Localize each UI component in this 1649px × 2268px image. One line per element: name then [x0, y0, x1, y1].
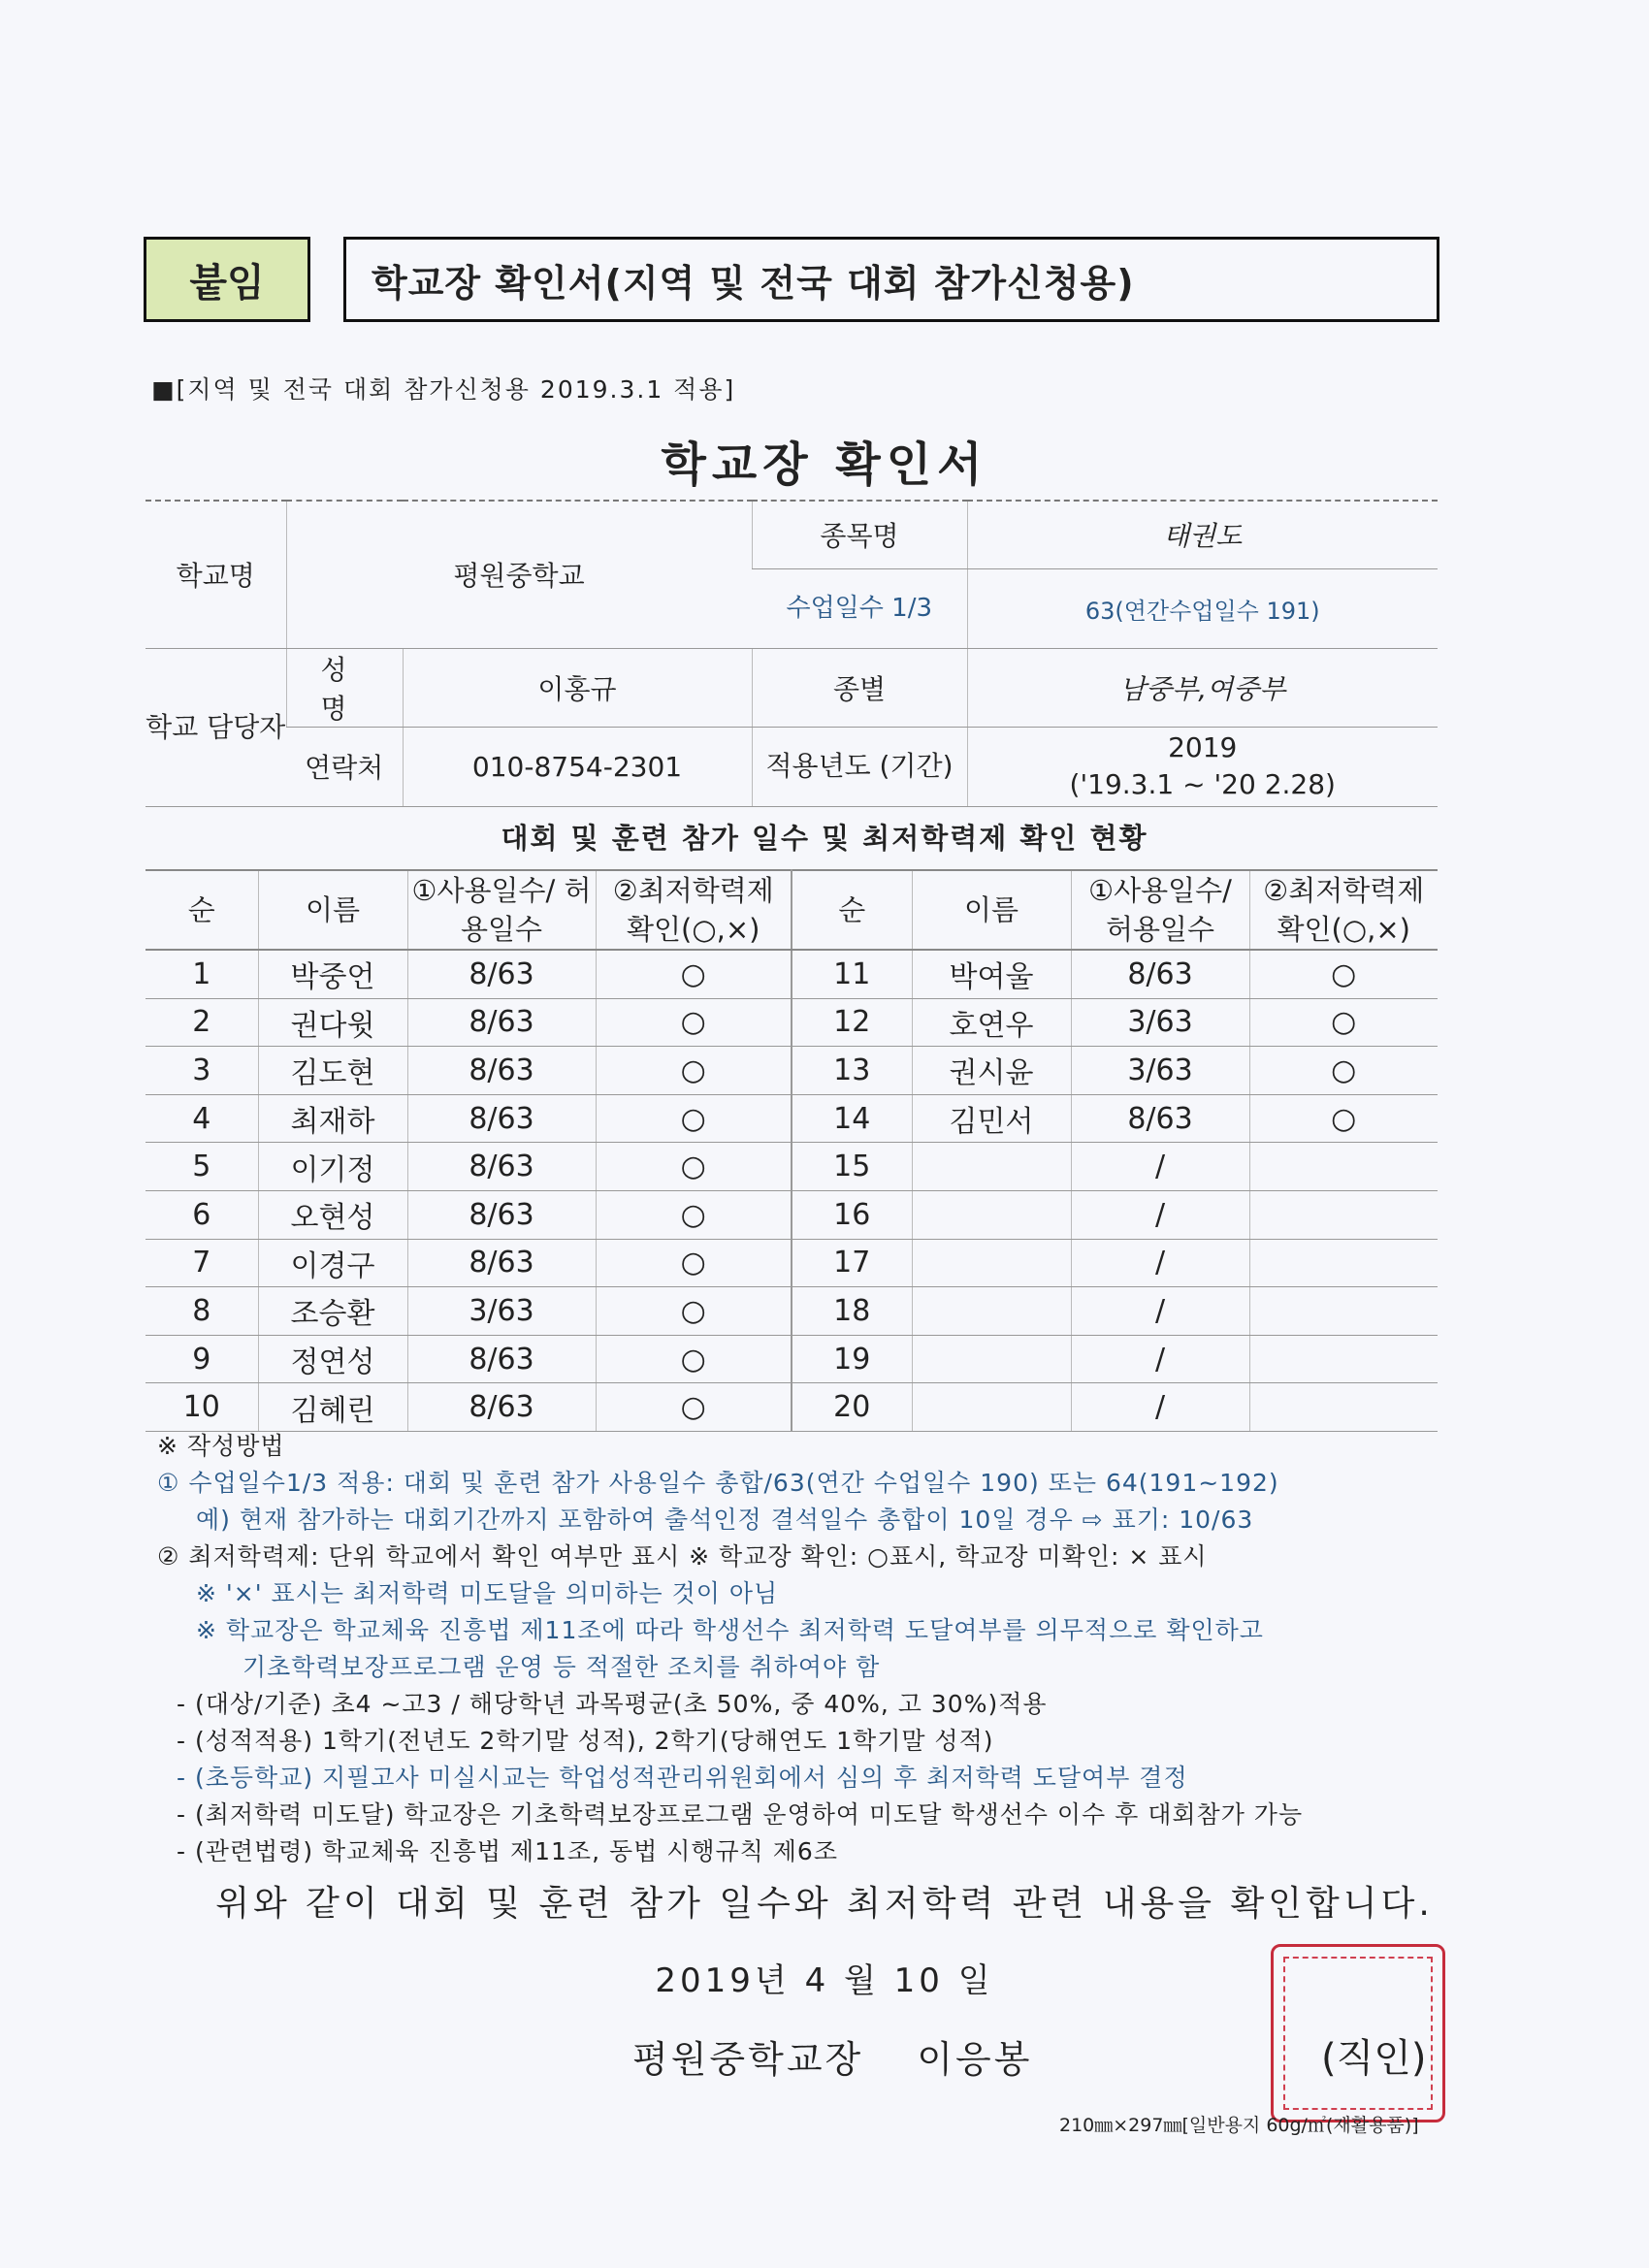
- note-4: ※ 학교장은 학교체육 진흥법 제11조에 따라 학생선수 최저학력 도달여부를 의무적으로 확인하고: [196, 1616, 1264, 1644]
- division-value: 남중부,여중부: [967, 648, 1438, 727]
- student-name: 이기정: [258, 1143, 407, 1191]
- table-row: [146, 1335, 1438, 1383]
- min-academic-check: ○: [596, 998, 792, 1047]
- min-academic-check: [1249, 1383, 1438, 1432]
- used-days: 8/63: [407, 1094, 596, 1143]
- student-name: 김민서: [912, 1094, 1071, 1143]
- min-academic-check: ○: [1249, 950, 1438, 998]
- note-3: ※ '×' 표시는 최저학력 미도달을 의미하는 것이 아님: [196, 1579, 779, 1607]
- used-days: 8/63: [407, 1190, 596, 1239]
- page-title: 학교장 확인서: [661, 437, 988, 492]
- row-number: 18: [792, 1287, 912, 1336]
- student-name: 호연우: [912, 998, 1071, 1047]
- row-number: 8: [146, 1287, 258, 1336]
- note-2: ② 최저학력제: 단위 학교에서 확인 여부만 표시 ※ 학교장 확인: ○표시, 학교장 미확인: × 표시: [157, 1542, 1208, 1571]
- header-check: ②최저학력제 확인(○,×): [1249, 870, 1438, 950]
- document-header-title: 학교장 확인서(지역 및 전국 대회 참가신청용): [343, 237, 1439, 322]
- used-days: /: [1071, 1335, 1249, 1383]
- confirmation-statement: 위와 같이 대회 및 훈련 참가 일수와 최저학력 관련 내용을 확인합니다.: [215, 1884, 1434, 1924]
- attachment-tag: 붙임: [144, 237, 310, 322]
- student-name: 김도현: [258, 1047, 407, 1095]
- used-days: /: [1071, 1190, 1249, 1239]
- table-row: [146, 1287, 1438, 1336]
- detail-1: - (대상/기준) 초4 ~고3 / 해당학년 과목평균(초 50%, 중 40%, 고 30%)적용: [177, 1690, 1048, 1718]
- table-row: [146, 1190, 1438, 1239]
- used-days: 8/63: [1071, 1094, 1249, 1143]
- min-academic-check: ○: [1249, 1047, 1438, 1095]
- min-academic-check: [1249, 1239, 1438, 1287]
- student-name: 이경구: [258, 1239, 407, 1287]
- min-academic-check: [1249, 1335, 1438, 1383]
- header-name: 이름: [258, 870, 407, 950]
- row-number: 6: [146, 1190, 258, 1239]
- used-days: 8/63: [407, 1143, 596, 1191]
- student-name: [912, 1143, 1071, 1191]
- section-title: 대회 및 훈련 참가 일수 및 최저학력제 확인 현황: [501, 822, 1148, 855]
- row-number: 13: [792, 1047, 912, 1095]
- apply-year: 2019: [1168, 731, 1238, 763]
- school-days-value: 63(연간수업일수 191): [967, 568, 1438, 648]
- application-note: ■[지역 및 전국 대회 참가신청용 2019.3.1 적용]: [151, 375, 736, 404]
- table-row: [146, 1383, 1438, 1432]
- min-academic-check: ○: [596, 950, 792, 998]
- table-row: [146, 998, 1438, 1047]
- row-number: 1: [146, 950, 258, 998]
- used-days: 8/63: [407, 998, 596, 1047]
- row-number: 4: [146, 1094, 258, 1143]
- student-name: [912, 1190, 1071, 1239]
- apply-year-value: [967, 727, 1438, 806]
- row-number: 9: [146, 1335, 258, 1383]
- detail-4: - (최저학력 미도달) 학교장은 기초학력보장프로그램 운영하여 미도달 학생선수 이수 후 대회참가 가능: [177, 1800, 1304, 1829]
- used-days: /: [1071, 1239, 1249, 1287]
- division-label: 종별: [752, 648, 967, 727]
- apply-year-label: 적용년도 (기간): [752, 727, 967, 806]
- event-value: 태권도: [967, 501, 1438, 568]
- table-row: [146, 1239, 1438, 1287]
- row-number: 3: [146, 1047, 258, 1095]
- used-days: 8/63: [407, 1047, 596, 1095]
- manager-label: 학교 담당자: [146, 648, 286, 806]
- row-number: 7: [146, 1239, 258, 1287]
- header-days: ①사용일수/ 허용일수: [407, 870, 596, 950]
- instructions: [157, 1428, 1457, 1870]
- used-days: /: [1071, 1287, 1249, 1336]
- min-academic-check: ○: [596, 1094, 792, 1143]
- issue-date: 2019년 4 월 10 일: [655, 1961, 994, 2000]
- seal-mark: (직인): [1321, 2036, 1427, 2081]
- note-4-cont: 기초학력보장프로그램 운영 등 적절한 조치를 취하여야 함: [242, 1653, 881, 1681]
- student-name: 권다윗: [258, 998, 407, 1047]
- note-1-example: 예) 현재 참가하는 대회기간까지 포함하여 출석인정 결석일수 총합이 10일 경우 ⇨ 표기: 10/63: [196, 1506, 1254, 1534]
- used-days: /: [1071, 1383, 1249, 1432]
- min-academic-check: ○: [596, 1143, 792, 1191]
- student-name: [912, 1287, 1071, 1336]
- min-academic-check: ○: [596, 1190, 792, 1239]
- detail-5: - (관련법령) 학교체육 진흥법 제11조, 동법 시행규칙 제6조: [177, 1837, 838, 1865]
- row-number: 20: [792, 1383, 912, 1432]
- header-no: 순: [146, 870, 258, 950]
- min-academic-check: ○: [596, 1239, 792, 1287]
- row-number: 19: [792, 1335, 912, 1383]
- min-academic-check: [1249, 1143, 1438, 1191]
- row-number: 16: [792, 1190, 912, 1239]
- used-days: 8/63: [407, 950, 596, 998]
- note-1: ① 수업일수1/3 적용: 대회 및 훈련 참가 사용일수 총합/63(연간 수업일수 190) 또는 64(191~192): [157, 1469, 1279, 1497]
- used-days: 8/63: [407, 1383, 596, 1432]
- row-number: 17: [792, 1239, 912, 1287]
- student-name: 정연성: [258, 1335, 407, 1383]
- header-no: 순: [792, 870, 912, 950]
- row-number: 2: [146, 998, 258, 1047]
- person-name-value: 이홍규: [403, 648, 752, 727]
- student-name: 박여울: [912, 950, 1071, 998]
- school-info-table: [146, 500, 1438, 807]
- table-row: [146, 1143, 1438, 1191]
- instructions-heading: ※ 작성방법: [157, 1432, 285, 1460]
- used-days: 3/63: [1071, 1047, 1249, 1095]
- row-number: 15: [792, 1143, 912, 1191]
- student-name: 김혜린: [258, 1383, 407, 1432]
- min-academic-check: ○: [596, 1287, 792, 1336]
- participation-table: [146, 869, 1438, 1432]
- student-name: [912, 1239, 1071, 1287]
- student-name: 박중언: [258, 950, 407, 998]
- student-name: [912, 1335, 1071, 1383]
- used-days: 8/63: [407, 1335, 596, 1383]
- min-academic-check: [1249, 1287, 1438, 1336]
- contact-value: 010-8754-2301: [403, 727, 752, 806]
- event-label: 종목명: [752, 501, 967, 568]
- header-check: ②최저학력제 확인(○,×): [596, 870, 792, 950]
- school-days-label: 수업일수 1/3: [752, 568, 967, 648]
- student-name: 권시윤: [912, 1047, 1071, 1095]
- person-name-label: 성 명: [286, 648, 403, 727]
- principal-signature: 평원중학교장 이응봉: [632, 2038, 1033, 2081]
- student-name: 최재하: [258, 1094, 407, 1143]
- detail-3: - (초등학교) 지필고사 미실시교는 학업성적관리위원회에서 심의 후 최저학력 도달여부 결정: [177, 1764, 1188, 1792]
- used-days: 3/63: [407, 1287, 596, 1336]
- school-name-value: 평원중학교: [286, 501, 752, 648]
- row-number: 10: [146, 1383, 258, 1432]
- min-academic-check: ○: [596, 1335, 792, 1383]
- school-name-label: 학교명: [146, 501, 286, 648]
- row-number: 5: [146, 1143, 258, 1191]
- min-academic-check: ○: [596, 1383, 792, 1432]
- min-academic-check: ○: [596, 1047, 792, 1095]
- student-name: [912, 1383, 1071, 1432]
- table-row: [146, 1094, 1438, 1143]
- row-number: 14: [792, 1094, 912, 1143]
- used-days: /: [1071, 1143, 1249, 1191]
- used-days: 8/63: [1071, 950, 1249, 998]
- table-row: [146, 950, 1438, 998]
- contact-label: 연락처: [286, 727, 403, 806]
- table-row: [146, 1047, 1438, 1095]
- paper-spec: 210㎜×297㎜[일반용지 60g/㎡(재활용품)]: [1059, 2115, 1419, 2136]
- used-days: 3/63: [1071, 998, 1249, 1047]
- min-academic-check: [1249, 1190, 1438, 1239]
- student-name: 조승환: [258, 1287, 407, 1336]
- apply-period: ('19.3.1 ~ '20 2.28): [1069, 768, 1336, 800]
- row-number: 12: [792, 998, 912, 1047]
- min-academic-check: ○: [1249, 1094, 1438, 1143]
- header-name: 이름: [912, 870, 1071, 950]
- used-days: 8/63: [407, 1239, 596, 1287]
- detail-2: - (성적적용) 1학기(전년도 2학기말 성적), 2학기(당해연도 1학기말 성적): [177, 1727, 994, 1755]
- min-academic-check: ○: [1249, 998, 1438, 1047]
- header-days: ①사용일수/ 허용일수: [1071, 870, 1249, 950]
- row-number: 11: [792, 950, 912, 998]
- student-name: 오현성: [258, 1190, 407, 1239]
